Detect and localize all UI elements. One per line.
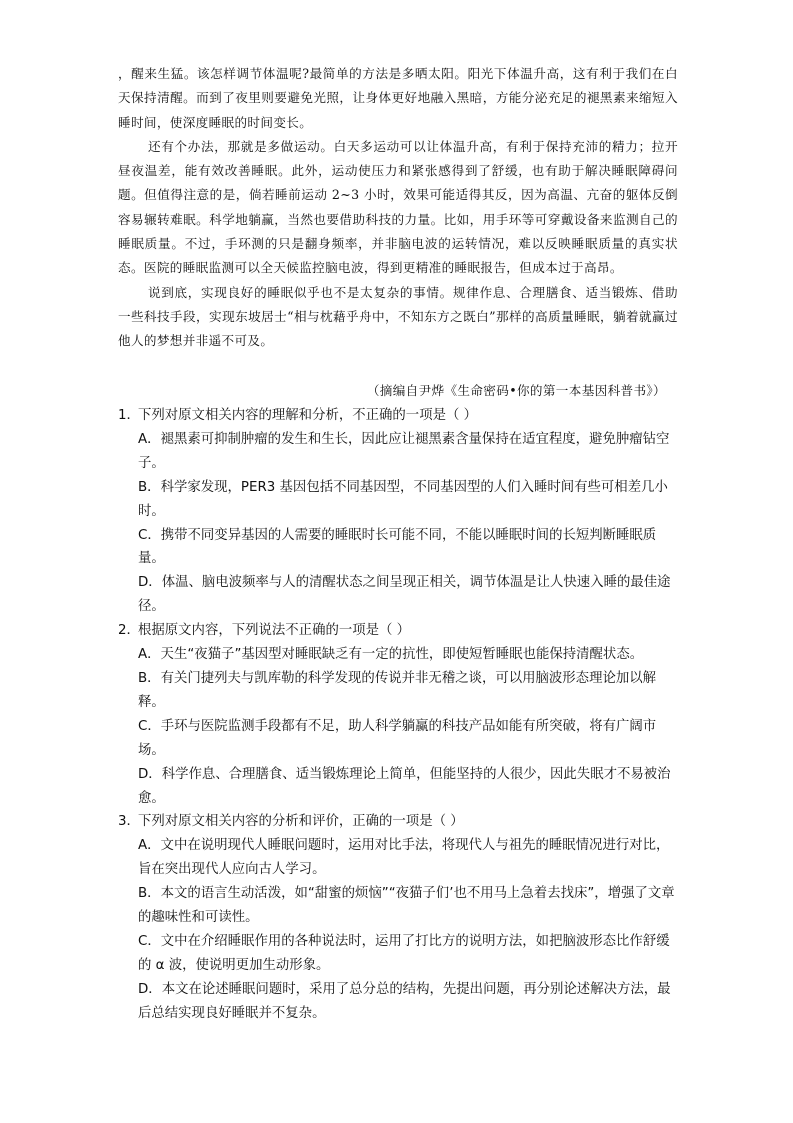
option-a: A．褪黑素可抑制肿瘤的发生和生长，因此应让褪黑素含量保持在适宜程度，避免肿瘤钻空子。 [138,431,670,471]
option-a: A．天生“夜猫子”基因型对睡眠缺乏有一定的抗性，即使短暂睡眠也能保持清醒状态。 [138,647,644,663]
question-number: 2． [118,623,140,639]
question-stem: 下列对原文相关内容的理解和分析，不正确的一项是（ ） [138,408,478,423]
passage-source: （摘编自尹烨《生命密码•你的第一本基因科普书》） [366,383,666,398]
question-3 [118,810,678,1025]
option-b: B．有关门捷列夫与凯库勒的科学发现的传说并非无稽之谈，可以用脑波形态理论加以解释。 [138,670,657,710]
passage-paragraph-3: 说到底，实现良好的睡眠似乎也不是太复杂的事情。规律作息、合理膳食、适当锻炼、借助一些科技手段，实现东坡居士“相与枕藉乎舟中，不知东方之既白”那样的高质量睡眠，躺着就赢过他人的梦想并非遥不可及。 [118,284,678,349]
question-number: 1． [118,408,140,423]
option-c: C．手环与医院监测手段都有不足，助人科学躺赢的科技产品如能有所突破，将有广阔市场。 [138,718,657,758]
reading-passage [118,62,678,354]
question-stem: 下列对原文相关内容的分析和评价，正确的一项是（ ） [138,814,464,830]
option-c: C．文中在介绍睡眠作用的各种说法时，运用了打比方的说明方法，如把脑波形态比作舒缓的 α 波，使说明更加生动形象。 [138,933,670,973]
question-number: 3． [118,814,140,830]
option-b: B．科学家发现，PER3 基因包括不同基因型，不同基因型的人们入睡时间有些可相差几小时。 [138,479,668,519]
question-2 [118,619,678,810]
question-stem: 根据原文内容，下列说法不正确的一项是（ ） [138,623,411,639]
option-d: D．科学作息、合理膳食、适当锻炼理论上简单，但能坚持的人很少，因此失眠才不易被治愈。 [138,766,671,806]
passage-paragraph-1: ，醒来生猛。该怎样调节体温呢?最简单的方法是多晒太阳。阳光下体温升高，这有利于我们在白天保持清醒。而到了夜里则要避免光照，让身体更好地融入黑暗，方能分泌充足的褪黑素来缩短入睡时间，使深度睡眠的时间变长。 [118,66,678,130]
question-1 [118,404,678,619]
question-list [118,404,678,1026]
option-b: B．本文的语言生动活泼，如“甜蜜的烦恼”“夜猫子们’也不用马上急着去找床”，增强了文章的趣味性和可读性。 [138,886,675,926]
option-c: C．携带不同变异基因的人需要的睡眠时长可能不同，不能以睡眠时间的长短判断睡眠质量。 [138,527,657,567]
option-d: D．本文在论述睡眠问题时，采用了总分总的结构，先提出问题，再分别论述解决方法，最后总结实现良好睡眠并不复杂。 [138,981,671,1021]
option-d: D．体温、脑电波频率与人的清醒状态之间呈现正相关，调节体温是让人快速入睡的最佳途径。 [138,575,671,615]
passage-paragraph-2: 还有个办法，那就是多做运动。白天多运动可以让体温升高，有利于保持充沛的精力；拉开昼夜温差，能有效改善睡眠。此外，运动使压力和紧张感得到了舒缓，也有助于解决睡眠障碍问题。但值得注意的是，倘若睡前运动 2~3 小时，效果可能适得其反，因为高温、亢奋的躯体反倒容易辗转难眠。科学地躺赢，当然也要借助科技的力量。比如，用手环等可穿戴设备来监测自己的睡眠质量。不过，手环测的只是翻身频率，并非脑电波的运转情况，难以反映睡眠质量的真实状态。医院的睡眠监测可以全天候监控脑电波，得到更精准的睡眠报告，但成本过于高昂。 [118,138,678,276]
option-a: A．文中在说明现代人睡眠问题时，运用对比手法，将现代人与祖先的睡眠情况进行对比，旨在突出现代人应向古人学习。 [138,838,670,878]
